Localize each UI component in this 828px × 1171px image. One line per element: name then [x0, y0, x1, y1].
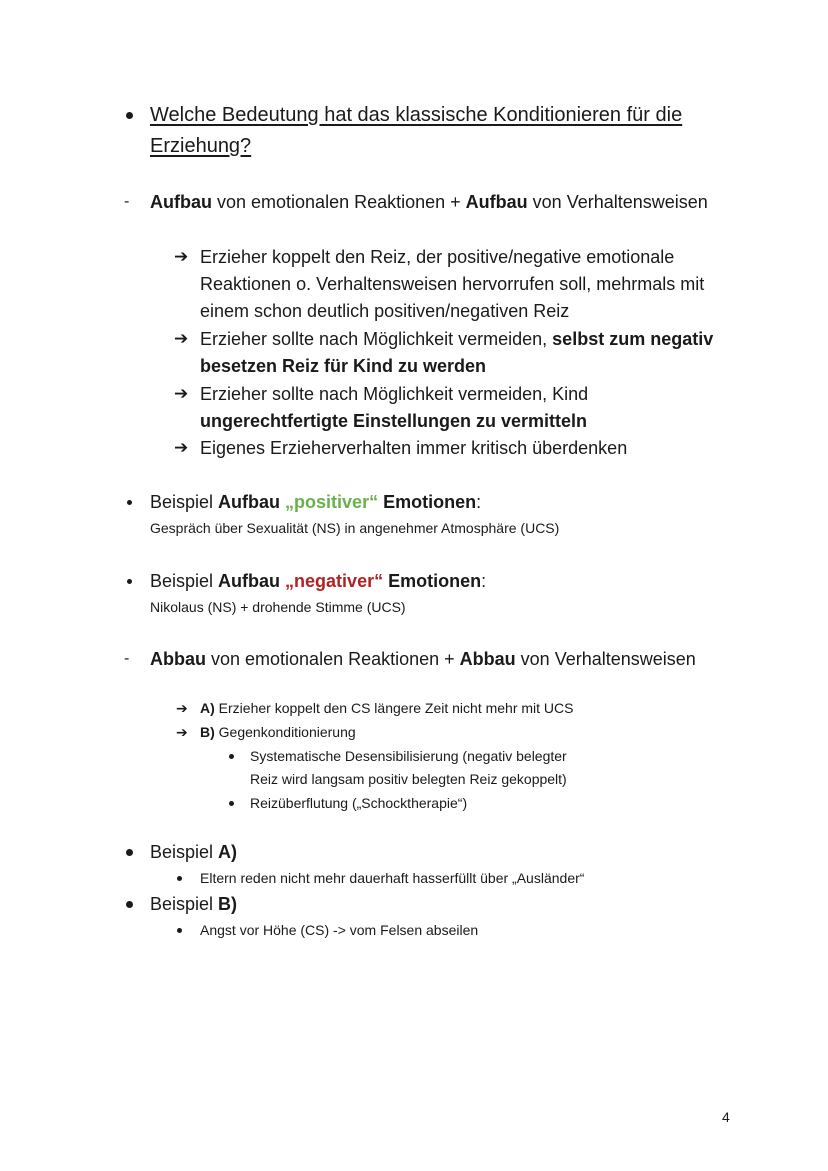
abbau-bold-1: Abbau: [150, 649, 206, 669]
abbau-end: von Verhaltensweisen: [515, 649, 696, 669]
sub-item-1-line2: Reiz wird langsam positiv belegten Reiz gekoppelt): [250, 771, 567, 787]
example-b-pre: Beispiel: [150, 894, 219, 914]
example-negative-pre: Beispiel: [150, 571, 219, 591]
abbau-mid: von emotionalen Reaktionen +: [206, 649, 460, 669]
bullet-icon: [126, 849, 133, 856]
bullet-icon: [229, 754, 234, 759]
abbau-option-a-label: A): [200, 700, 215, 716]
example-positive-heading: [150, 488, 481, 516]
bullet-icon: [126, 112, 133, 119]
example-b-heading: [150, 890, 237, 918]
arrow-text-2-bold: selbst zum negativ: [552, 329, 714, 349]
example-positive-sub: Gespräch über Sexualität (NS) in angenehmer Atmosphäre (UCS): [150, 520, 560, 536]
example-positive-pre: Beispiel: [150, 492, 219, 512]
example-a-heading: [150, 838, 237, 866]
arrow-text-3-line1: Erzieher sollte nach Möglichkeit vermeiden, Kind: [200, 384, 589, 404]
question-heading-line2: Erziehung?: [150, 135, 252, 157]
example-b-bold: B): [218, 894, 238, 914]
example-a-sub: Eltern reden nicht mehr dauerhaft hasserfüllt über „Ausländer“: [200, 870, 585, 886]
example-b-sub: Angst vor Höhe (CS) -> vom Felsen abseilen: [200, 922, 479, 938]
sub-item-2: Reizüberflutung („Schocktherapie“): [250, 795, 468, 811]
bullet-icon: [127, 579, 132, 584]
example-a-bold: A): [218, 842, 238, 862]
bullet-icon: [127, 500, 132, 505]
arrow-text-2-plain: Erzieher sollte nach Möglichkeit vermeiden,: [200, 329, 553, 349]
dash-icon: -: [124, 193, 130, 210]
example-negative-colon: :: [481, 571, 487, 591]
arrow-icon: ➔: [174, 329, 189, 348]
bullet-icon: [177, 876, 182, 881]
question-heading-line1: Welche Bedeutung hat das klassische Konditionieren für die: [150, 104, 683, 126]
arrow-text-1-line2: Reaktionen o. Verhaltensweisen hervorrufen soll, mehrmals mit: [200, 274, 705, 294]
abbau-option-b: [200, 720, 356, 744]
example-a-pre: Beispiel: [150, 842, 219, 862]
example-negative-sub: Nikolaus (NS) + drohende Stimme (UCS): [150, 599, 406, 615]
page-number: 4: [722, 1109, 730, 1125]
arrow-text-2-line1: [200, 325, 713, 353]
abbau-heading: [150, 645, 696, 673]
arrow-text-4-line1: Eigenes Erzieherverhalten immer kritisch überdenken: [200, 438, 628, 458]
arrow-icon: ➔: [174, 384, 189, 403]
example-negative-bold: Aufbau: [218, 571, 281, 591]
example-positive-bold: Aufbau: [218, 492, 281, 512]
example-negative-heading: [150, 567, 486, 595]
bullet-icon: [126, 901, 133, 908]
dash-icon: -: [124, 650, 130, 667]
abbau-option-a-text: Erzieher koppelt den CS längere Zeit nicht mehr mit UCS: [214, 700, 574, 716]
example-negative-colored: „negativer“: [280, 571, 384, 591]
example-positive-bold2: Emotionen: [378, 492, 477, 512]
aufbau-mid: von emotionalen Reaktionen +: [212, 192, 466, 212]
arrow-text-2-line2: besetzen Reiz für Kind zu werden: [200, 356, 487, 376]
arrow-icon: ➔: [174, 438, 189, 457]
abbau-option-a: [200, 696, 574, 720]
example-negative-bold2: Emotionen: [383, 571, 482, 591]
arrow-icon: ➔: [176, 724, 188, 740]
abbau-option-b-label: B): [200, 724, 215, 740]
abbau-option-b-text: Gegenkonditionierung: [214, 724, 356, 740]
arrow-icon: ➔: [174, 247, 189, 266]
aufbau-heading: [150, 188, 708, 216]
arrow-icon: ➔: [176, 700, 188, 716]
sub-item-1-line1: Systematische Desensibilisierung (negativ belegter: [250, 748, 567, 764]
aufbau-bold-1: Aufbau: [150, 192, 212, 212]
arrow-text-3-line2: ungerechtfertigte Einstellungen zu vermitteln: [200, 411, 588, 431]
arrow-text-1-line1: Erzieher koppelt den Reiz, der positive/negative emotionale: [200, 247, 675, 267]
bullet-icon: [177, 928, 182, 933]
bullet-icon: [229, 801, 234, 806]
example-positive-colon: :: [476, 492, 482, 512]
abbau-bold-2: Abbau: [459, 649, 516, 669]
aufbau-end: von Verhaltensweisen: [527, 192, 708, 212]
arrow-text-1-line3: einem schon deutlich positiven/negativen Reiz: [200, 301, 570, 321]
example-positive-colored: „positiver“: [280, 492, 379, 512]
aufbau-bold-2: Aufbau: [465, 192, 528, 212]
